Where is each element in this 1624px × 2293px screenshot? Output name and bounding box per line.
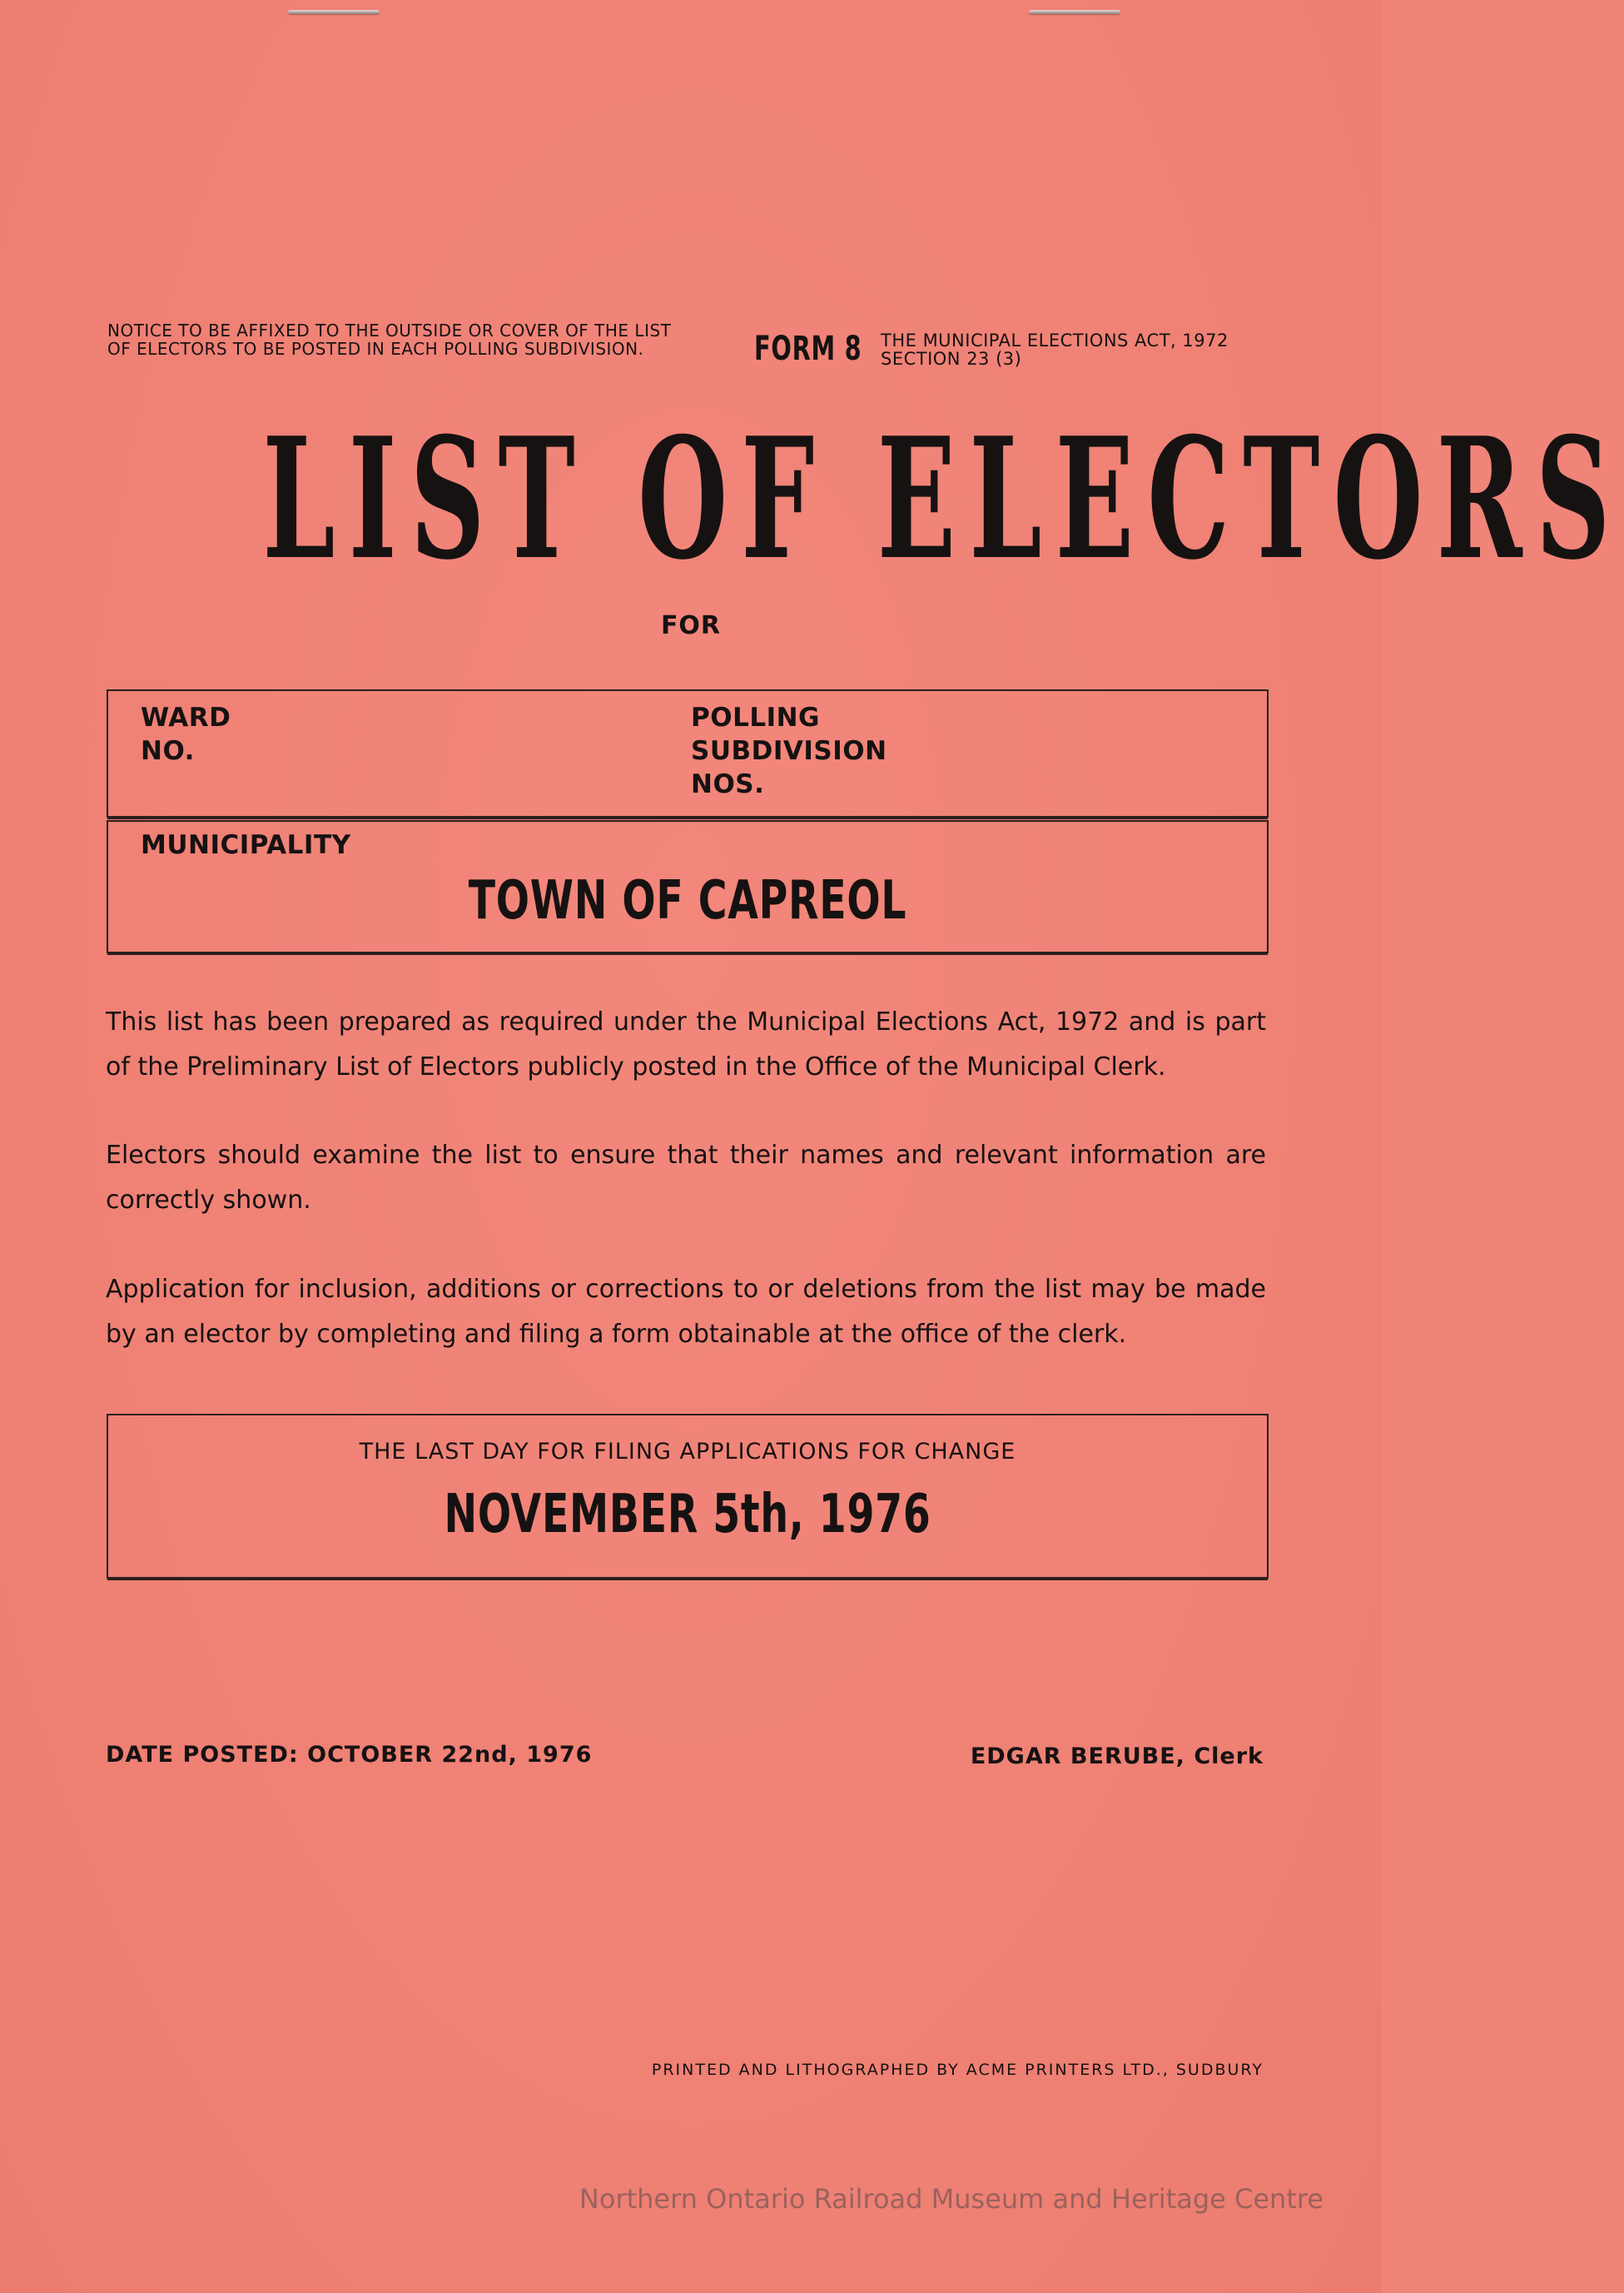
ward-label: [141, 701, 390, 768]
museum-watermark: Northern Ontario Railroad Museum and Heritage Centre: [579, 2183, 1324, 2215]
municipality-label: MUNICIPALITY: [141, 830, 351, 860]
ward-polling-box: [107, 689, 1269, 818]
act-reference: [881, 331, 1272, 368]
deadline-label: THE LAST DAY FOR FILING APPLICATIONS FOR CHANGE: [359, 1439, 1016, 1465]
paragraph-preparation: This list has been prepared as required under the Municipal Elections Act, 1972 and is part of the Preliminary List of Electors publicly posted in the Office of the Municipal Clerk.: [106, 1007, 1266, 1082]
deadline-date: NOVEMBER 5th, 1976: [444, 1484, 931, 1545]
paragraph-examine: Electors should examine the list to ensure that their names and relevant information are correctly shown.: [106, 1141, 1266, 1215]
staple-right: [1029, 10, 1120, 14]
deadline-box: [107, 1414, 1269, 1579]
polling-label-line: SUBDIVISION: [691, 736, 887, 766]
staple-left: [288, 10, 380, 14]
municipality-box: [107, 820, 1269, 953]
act-title: THE MUNICIPAL ELECTIONS ACT, 1972: [881, 331, 1229, 351]
paragraph-application: Application for inclusion, additions or corrections to or deletions from the list may be made by an elector by completing and filing a form obtainable at the office of the clerk.: [106, 1275, 1266, 1349]
date-posted: DATE POSTED: OCTOBER 22nd, 1976: [106, 1742, 593, 1768]
document-title: LIST OF ELECTORS: [262, 401, 1624, 597]
polling-label-line: POLLING: [691, 703, 821, 733]
ward-label-line: NO.: [141, 736, 195, 766]
act-section: SECTION 23 (3): [881, 349, 1022, 369]
polling-label-line: NOS.: [691, 769, 765, 799]
posting-notice: NOTICE TO BE AFFIXED TO THE OUTSIDE OR COVER OF THE LIST OF ELECTORS TO BE POSTED IN EACH POLLING SUBDIVISION.: [107, 321, 672, 359]
ward-label-line: WARD: [141, 703, 231, 733]
printer-credit: PRINTED AND LITHOGRAPHED BY ACME PRINTERS LTD., SUDBURY: [651, 2061, 1264, 2079]
form-number: FORM 8: [754, 330, 862, 368]
clerk-signature: EDGAR BERUBE, Clerk: [970, 1743, 1264, 1769]
for-label: FOR: [660, 611, 722, 640]
polling-subdivision-label: [691, 701, 1024, 801]
municipality-name: TOWN OF CAPREOL: [468, 870, 907, 932]
